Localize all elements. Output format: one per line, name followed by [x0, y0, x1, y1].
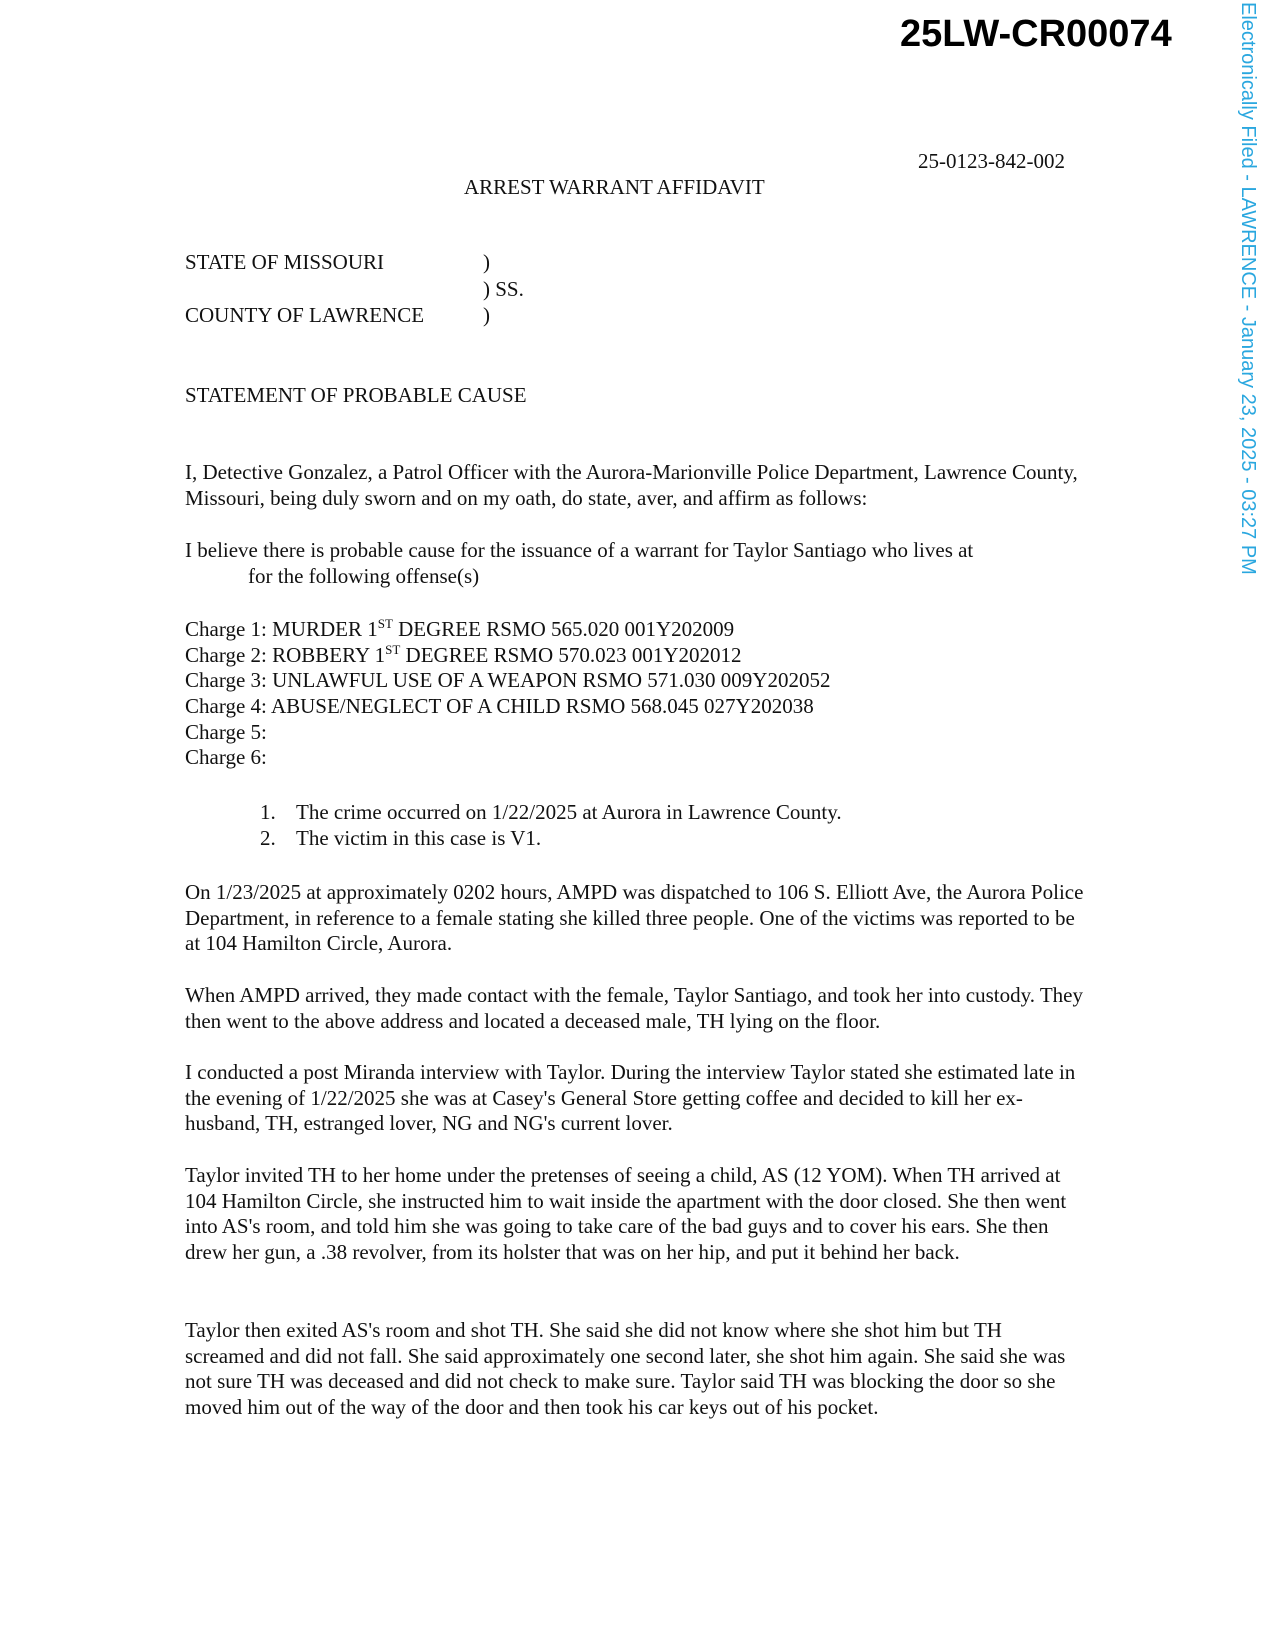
charge-degree-suffix: ST: [385, 641, 401, 657]
caption-bracket-top: ): [483, 250, 490, 274]
fact-text: The victim in this case is V1.: [296, 825, 542, 850]
charge-label: Charge 1:: [185, 617, 267, 641]
charge-line: [185, 694, 1085, 720]
venue-caption: [185, 250, 685, 330]
charge-statute: DEGREE RSMO 565.020 001Y202009: [392, 617, 735, 641]
belief-paragraph: [185, 538, 1085, 589]
fact-item: [260, 826, 1080, 852]
document-title: ARREST WARRANT AFFIDAVIT: [464, 175, 765, 199]
charge-label: Charge 6:: [185, 745, 267, 770]
charge-label: Charge 2:: [185, 642, 267, 667]
charge-label: Charge 4:: [185, 694, 267, 719]
charge-offense: ROBBERY 1: [272, 642, 386, 667]
charge-line: [185, 617, 1085, 643]
narrative-paragraph-3: I conducted a post Miranda interview with Taylor. During the interview Taylor stated she estimated late in the evening of 1/22/2025 she was at Casey's General Store getting coffee and decided to kill her ex-husband, TH, estranged lover, NG and NG's current lover.: [185, 1060, 1076, 1135]
caption-state: STATE OF MISSOURI: [185, 250, 385, 274]
charge-label: Charge 5:: [185, 719, 267, 744]
caption-bracket-bottom: ): [483, 303, 490, 327]
narrative-paragraph-4: Taylor invited TH to her home under the pretenses of seeing a child, AS (12 YOM). When TH arrived at 104 Hamilton Circle, she instructed him to wait inside the apartment with the door closed. She then went into AS's room, and told him she was going to take care of the bad guys and to cover his ears. She then drew her gun, a .38 revolver, from its holster that was on her hip, and put it behind her back.: [185, 1163, 1067, 1264]
charge-offense: ABUSE/NEGLECT OF A CHILD RSMO 568.045 027Y202038: [270, 694, 814, 719]
charges-list: [185, 617, 1085, 771]
narrative-paragraph-1: On 1/23/2025 at approximately 0202 hours, AMPD was dispatched to 106 S. Elliott Ave, the Aurora Police Department, in reference to a female stating she killed three people. One of the victims was reported to be at 104 Hamilton Circle, Aurora.: [185, 880, 1084, 955]
report-number: 25-0123-842-002: [918, 149, 1065, 173]
charge-line: [185, 668, 1085, 694]
charge-line: [185, 720, 1085, 746]
belief-line-2: for the following offense(s): [248, 563, 480, 588]
charge-label: Charge 3:: [185, 668, 267, 693]
fact-number: 2.: [260, 825, 276, 850]
charge-line: [185, 745, 1085, 771]
fact-text: The crime occurred on 1/22/2025 at Aurora in Lawrence County.: [296, 800, 842, 824]
fact-item: [260, 800, 1080, 826]
charge-offense: UNLAWFUL USE OF A WEAPON RSMO 571.030 009Y202052: [272, 668, 831, 693]
caption-ss: ) SS.: [483, 277, 524, 301]
charge-degree-suffix: ST: [377, 616, 393, 631]
narrative-paragraph-5: Taylor then exited AS's room and shot TH. She said she did not know where she shot him but TH screamed and did not fall. She said approximately one second later, she shot him again. She said she was not sure TH was deceased and did not check to make sure. Taylor said TH was blocking the door so she moved him out of the way of the door and then took his car keys out of his pocket.: [185, 1318, 1066, 1419]
charge-offense: MURDER 1: [272, 617, 378, 641]
section-title: STATEMENT OF PROBABLE CAUSE: [185, 383, 527, 407]
narrative-paragraph-2: When AMPD arrived, they made contact with the female, Taylor Santiago, and took her into custody. They then went to the above address and located a deceased male, TH lying on the floor.: [185, 983, 1083, 1033]
intro-paragraph: I, Detective Gonzalez, a Patrol Officer with the Aurora-Marionville Police Department, Lawrence County, Missouri, being duly sworn and on my oath, do state, aver, and affirm as follows:: [185, 460, 1078, 510]
charge-statute: DEGREE RSMO 570.023 001Y202012: [400, 642, 742, 667]
charge-line: [185, 643, 1085, 669]
facts-list: [260, 800, 1080, 851]
electronic-filing-stamp: Electronically Filed - LAWRENCE - January 23, 2025 - 03:27 PM: [1237, 2, 1259, 575]
caption-county: COUNTY OF LAWRENCE: [185, 303, 425, 327]
fact-number: 1.: [260, 800, 276, 824]
case-number: 25LW-CR00074: [900, 13, 1172, 55]
belief-line-1: I believe there is probable cause for the issuance of a warrant for Taylor Santiago who lives at: [185, 538, 974, 562]
